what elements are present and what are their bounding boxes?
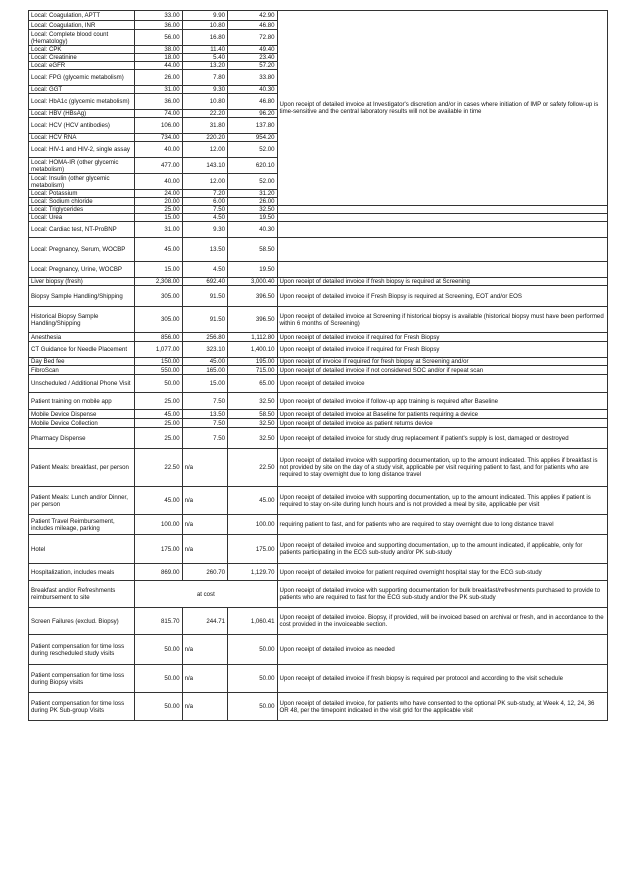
overhead-cell: 323.10 — [182, 342, 227, 358]
total-cell: 45.00 — [228, 487, 278, 515]
payment-condition-cell: Upon receipt of detailed invoice if follow-up app training is required after Baseline — [277, 393, 607, 410]
overhead-cell: 7.50 — [182, 393, 227, 410]
table-row — [29, 449, 608, 487]
total-cell: 100.00 — [228, 515, 278, 535]
line-item-cell: Local: Cardiac test, NT-ProBNP — [29, 222, 135, 238]
payment-condition-cell: Upon receipt of detailed invoice if required for Fresh Biopsy — [277, 333, 607, 342]
line-item-cell: Local: HCV (HCV antibodies) — [29, 118, 135, 134]
payment-condition-cell: Upon receipt of detailed invoice at Screening if historical biopsy is available (historical biopsy must have been performed within 6 months of Screening) — [277, 307, 607, 333]
total-cell: 40.30 — [228, 222, 278, 238]
payment-condition-cell: Upon receipt of detailed invoice if fresh biopsy is required at Screening — [277, 278, 607, 286]
payment-condition-cell: Upon receipt of detailed invoice for patient required overnight hospital stay for the ECG sub-study — [277, 564, 607, 581]
payment-condition-cell: Upon receipt of detailed invoice if Fresh Biopsy is required at Screening, EOT and/or EOS — [277, 286, 607, 307]
overhead-cell: 260.70 — [182, 564, 227, 581]
total-cell: 50.00 — [228, 693, 278, 721]
payment-condition-cell: Upon receipt of invoice if required for fresh biopsy at Screening and/or — [277, 358, 607, 366]
line-item-cell: Local: Complete blood count (Hematology) — [29, 30, 135, 46]
line-item-cell: Local: Pregnancy, Serum, WOCBP — [29, 238, 135, 262]
table-row — [29, 342, 608, 358]
line-item-cell: Patient compensation for time loss during rescheduled study visits — [29, 635, 135, 665]
overhead-cell: 11.40 — [182, 46, 227, 54]
cost-cell: 50.00 — [135, 635, 182, 665]
payment-condition-cell: Upon receipt of detailed invoice as patient returns device — [277, 419, 607, 428]
total-cell: 175.00 — [228, 535, 278, 564]
table-row — [29, 307, 608, 333]
total-cell: 396.50 — [228, 286, 278, 307]
overhead-cell: 12.00 — [182, 174, 227, 190]
line-item-cell: Local: Coagulation, APTT — [29, 11, 135, 21]
cost-cell: 25.00 — [135, 428, 182, 449]
cost-cell: 550.00 — [135, 366, 182, 375]
overhead-cell: 22.20 — [182, 110, 227, 118]
total-cell: 396.50 — [228, 307, 278, 333]
overhead-cell: 15.00 — [182, 375, 227, 393]
line-item-cell: Patient compensation for time loss during Biopsy visits — [29, 665, 135, 693]
line-item-cell: Liver biopsy (fresh) — [29, 278, 135, 286]
table-row — [29, 214, 608, 222]
cost-cell: 24.00 — [135, 190, 182, 198]
cost-cell: 175.00 — [135, 535, 182, 564]
overhead-cell: 10.80 — [182, 94, 227, 110]
cost-cell: 45.00 — [135, 238, 182, 262]
overhead-cell: 220.20 — [182, 134, 227, 142]
cost-cell: 50.00 — [135, 693, 182, 721]
cost-cell: 25.00 — [135, 393, 182, 410]
line-item-cell: Local: Triglycerides — [29, 206, 135, 214]
total-cell: 49.40 — [228, 46, 278, 54]
cost-cell: 31.00 — [135, 222, 182, 238]
overhead-cell: 5.40 — [182, 54, 227, 62]
cost-cell: 815.70 — [135, 608, 182, 635]
line-item-cell: Breakfast and/or Refreshments reimbursement to site — [29, 581, 135, 608]
cost-cell: 477.00 — [135, 158, 182, 174]
line-item-cell: FibroScan — [29, 366, 135, 375]
total-cell: 620.10 — [228, 158, 278, 174]
line-item-cell: Patient training on mobile app — [29, 393, 135, 410]
payment-condition-cell: Upon receipt of detailed invoice if not considered SOC and/or if repeat scan — [277, 366, 607, 375]
cost-cell: 15.00 — [135, 214, 182, 222]
total-cell: 33.80 — [228, 70, 278, 86]
line-item-cell: Local: Pregnancy, Urine, WOCBP — [29, 262, 135, 278]
cost-cell: 45.00 — [135, 410, 182, 419]
overhead-cell: 165.00 — [182, 366, 227, 375]
payment-condition-cell: Upon receipt of detailed invoice with supporting documentation, up to the amount indicated. This applies if patient is required to stay on-site during lunch hours and is not provided a meal by site, applicable per visit — [277, 487, 607, 515]
table-row — [29, 564, 608, 581]
overhead-cell: 256.80 — [182, 333, 227, 342]
line-item-cell: Unscheduled / Additional Phone Visit — [29, 375, 135, 393]
table-row — [29, 515, 608, 535]
total-cell: 32.50 — [228, 419, 278, 428]
invoiceable-items-table — [28, 10, 608, 721]
payment-condition-cell: Upon receipt of detailed invoice as needed — [277, 635, 607, 665]
cost-cell: 36.00 — [135, 94, 182, 110]
total-cell: 32.50 — [228, 393, 278, 410]
line-item-cell: Day Bed fee — [29, 358, 135, 366]
cost-cell: 150.00 — [135, 358, 182, 366]
overhead-cell: 45.00 — [182, 358, 227, 366]
overhead-cell: n/a — [182, 693, 227, 721]
cost-cell: 45.00 — [135, 487, 182, 515]
payment-condition-cell — [277, 262, 607, 278]
line-item-cell: Local: HIV-1 and HIV-2, single assay — [29, 142, 135, 158]
overhead-cell: n/a — [182, 449, 227, 487]
table-row — [29, 535, 608, 564]
cost-cell: 25.00 — [135, 419, 182, 428]
payment-condition-cell: Upon receipt of detailed invoice if required for Fresh Biopsy — [277, 342, 607, 358]
overhead-cell: n/a — [182, 515, 227, 535]
cost-cell: 56.00 — [135, 30, 182, 46]
total-cell: 57.20 — [228, 62, 278, 70]
overhead-cell: n/a — [182, 535, 227, 564]
line-item-cell: Local: Urea — [29, 214, 135, 222]
line-item-cell: Local: FPG (glycemic metabolism) — [29, 70, 135, 86]
table-row — [29, 635, 608, 665]
cost-cell: 50.00 — [135, 665, 182, 693]
total-cell: 40.30 — [228, 86, 278, 94]
table-row — [29, 419, 608, 428]
line-item-cell: Patient compensation for time loss during PK Sub-group Visits — [29, 693, 135, 721]
total-cell: 42.90 — [228, 11, 278, 21]
total-cell: 1,060.41 — [228, 608, 278, 635]
overhead-cell: n/a — [182, 665, 227, 693]
overhead-cell: 7.50 — [182, 419, 227, 428]
cost-cell: 305.00 — [135, 307, 182, 333]
payment-condition-cell: Upon receipt of detailed invoice at Investigator's discretion and/or in cases where initiation of IMP or safety follow-up is time-sensitive and the central laboratory results will not be available in time — [277, 11, 607, 206]
overhead-cell: 91.50 — [182, 307, 227, 333]
line-item-cell: Hotel — [29, 535, 135, 564]
payment-condition-cell: Upon receipt of detailed invoice with supporting documentation for bulk breakfast/refreshments purchased to provide to patients who are required to fast for the ECG sub-study and/or the PK sub-study — [277, 581, 607, 608]
cost-cell: 106.00 — [135, 118, 182, 134]
total-cell: 46.80 — [228, 21, 278, 30]
total-cell: 19.50 — [228, 214, 278, 222]
table-row — [29, 366, 608, 375]
total-cell: 50.00 — [228, 665, 278, 693]
line-item-cell: Historical Biopsy Sample Handling/Shipping — [29, 307, 135, 333]
cost-cell: 2,308.00 — [135, 278, 182, 286]
payment-condition-cell: Upon receipt of detailed invoice at Baseline for patients requiring a device — [277, 410, 607, 419]
total-cell: 96.20 — [228, 110, 278, 118]
payment-condition-cell: Upon receipt of detailed invoice, for patients who have consented to the optional PK sub-study, at Week 4, 12, 24, 36 OR 48, per the timepoint indicated in the visit grid for the applicable visit — [277, 693, 607, 721]
total-cell: 1,129.70 — [228, 564, 278, 581]
total-cell: 137.80 — [228, 118, 278, 134]
table-row — [29, 375, 608, 393]
line-item-cell: Mobile Device Dispense — [29, 410, 135, 419]
cost-cell: 50.00 — [135, 375, 182, 393]
total-cell: 32.50 — [228, 428, 278, 449]
cost-cell: 22.50 — [135, 449, 182, 487]
overhead-cell: 4.50 — [182, 214, 227, 222]
payment-condition-cell: Upon receipt of detailed invoice with supporting documentation, up to the amount indicated. This applies if breakfast is not provided by site on the day of a study visit, applicable per visit requiring patient to fast, and for patients who are required to stay overnight due to long distance travel — [277, 449, 607, 487]
line-item-cell: Screen Failures (exclud. Biopsy) — [29, 608, 135, 635]
total-cell: 954.20 — [228, 134, 278, 142]
cost-cell: 100.00 — [135, 515, 182, 535]
cost-cell: 869.00 — [135, 564, 182, 581]
table-row — [29, 206, 608, 214]
total-cell: 26.00 — [228, 198, 278, 206]
line-item-cell: Local: Sodium chloride — [29, 198, 135, 206]
table-row — [29, 693, 608, 721]
table-row — [29, 262, 608, 278]
cost-cell: 31.00 — [135, 86, 182, 94]
invoice-cost-table-page — [28, 10, 608, 721]
cost-cell: 25.00 — [135, 206, 182, 214]
overhead-cell: 7.50 — [182, 206, 227, 214]
table-row — [29, 665, 608, 693]
total-cell: 32.50 — [228, 206, 278, 214]
overhead-cell: 4.50 — [182, 262, 227, 278]
line-item-cell: Local: Creatinine — [29, 54, 135, 62]
payment-condition-cell — [277, 238, 607, 262]
line-item-cell: Mobile Device Collection — [29, 419, 135, 428]
line-item-cell: Biopsy Sample Handling/Shipping — [29, 286, 135, 307]
total-cell: 52.00 — [228, 174, 278, 190]
overhead-cell: 7.80 — [182, 70, 227, 86]
payment-condition-cell: Upon receipt of detailed invoice for study drug replacement if patient's supply is lost, damaged or destroyed — [277, 428, 607, 449]
line-item-cell: Local: HbA1c (glycemic metabolism) — [29, 94, 135, 110]
line-item-cell: Patient Meals: breakfast, per person — [29, 449, 135, 487]
table-row — [29, 581, 608, 608]
at-cost-cell: at cost — [135, 581, 277, 608]
payment-condition-cell — [277, 206, 607, 214]
overhead-cell: 13.50 — [182, 410, 227, 419]
table-row — [29, 222, 608, 238]
line-item-cell: Anesthesia — [29, 333, 135, 342]
overhead-cell: 7.20 — [182, 190, 227, 198]
table-row — [29, 487, 608, 515]
total-cell: 52.00 — [228, 142, 278, 158]
payment-condition-cell: Upon receipt of detailed invoice — [277, 375, 607, 393]
overhead-cell: 244.71 — [182, 608, 227, 635]
cost-cell: 856.00 — [135, 333, 182, 342]
cost-cell: 44.00 — [135, 62, 182, 70]
cost-cell: 36.00 — [135, 21, 182, 30]
overhead-cell: 12.00 — [182, 142, 227, 158]
overhead-cell: 16.80 — [182, 30, 227, 46]
table-row — [29, 393, 608, 410]
cost-cell: 40.00 — [135, 174, 182, 190]
line-item-cell: Local: HOMA-IR (other glycemic metabolism) — [29, 158, 135, 174]
cost-cell: 33.00 — [135, 11, 182, 21]
total-cell: 1,400.10 — [228, 342, 278, 358]
payment-condition-cell — [277, 214, 607, 222]
total-cell: 50.00 — [228, 635, 278, 665]
table-row — [29, 286, 608, 307]
overhead-cell: 143.10 — [182, 158, 227, 174]
line-item-cell: CT Guidance for Needle Placement — [29, 342, 135, 358]
cost-cell: 18.00 — [135, 54, 182, 62]
total-cell: 3,000.40 — [228, 278, 278, 286]
table-row — [29, 238, 608, 262]
cost-cell: 26.00 — [135, 70, 182, 86]
overhead-cell: n/a — [182, 635, 227, 665]
cost-cell: 15.00 — [135, 262, 182, 278]
total-cell: 22.50 — [228, 449, 278, 487]
overhead-cell: 10.80 — [182, 21, 227, 30]
overhead-cell: 13.20 — [182, 62, 227, 70]
overhead-cell: 13.50 — [182, 238, 227, 262]
invoiceable-items-body — [29, 11, 608, 721]
total-cell: 19.50 — [228, 262, 278, 278]
line-item-cell: Local: HBV (HBsAg) — [29, 110, 135, 118]
total-cell: 58.50 — [228, 238, 278, 262]
line-item-cell: Local: Insulin (other glycemic metabolism) — [29, 174, 135, 190]
overhead-cell: n/a — [182, 487, 227, 515]
overhead-cell: 9.30 — [182, 86, 227, 94]
cost-cell: 74.00 — [135, 110, 182, 118]
line-item-cell: Local: eGFR — [29, 62, 135, 70]
line-item-cell: Patient Meals: Lunch and/or Dinner, per person — [29, 487, 135, 515]
overhead-cell: 9.90 — [182, 11, 227, 21]
line-item-cell: Local: CPK — [29, 46, 135, 54]
payment-condition-cell: Upon receipt of detailed invoice. Biopsy, if provided, will be invoiced based on archival or fresh, and in accordance to the cost provided in the invoiceable section. — [277, 608, 607, 635]
table-row — [29, 428, 608, 449]
overhead-cell: 9.30 — [182, 222, 227, 238]
overhead-cell: 91.50 — [182, 286, 227, 307]
overhead-cell: 692.40 — [182, 278, 227, 286]
total-cell: 58.50 — [228, 410, 278, 419]
line-item-cell: Local: Potassium — [29, 190, 135, 198]
payment-condition-cell: Upon receipt of detailed invoice and supporting documentation, up to the amount indicated, if applicable, only for patients participating in the ECG sub-study and/or PK sub-study — [277, 535, 607, 564]
cost-cell: 305.00 — [135, 286, 182, 307]
total-cell: 72.80 — [228, 30, 278, 46]
payment-condition-cell: requiring patient to fast, and for patients who are required to stay overnight due to long distance travel — [277, 515, 607, 535]
cost-cell: 38.00 — [135, 46, 182, 54]
cost-cell: 20.00 — [135, 198, 182, 206]
line-item-cell: Patient Travel Reimbursement, includes mileage, parking — [29, 515, 135, 535]
total-cell: 1,112.80 — [228, 333, 278, 342]
payment-condition-cell — [277, 222, 607, 238]
cost-cell: 1,077.00 — [135, 342, 182, 358]
total-cell: 715.00 — [228, 366, 278, 375]
table-row — [29, 410, 608, 419]
line-item-cell: Hospitalization, includes meals — [29, 564, 135, 581]
total-cell: 31.20 — [228, 190, 278, 198]
table-row — [29, 333, 608, 342]
overhead-cell: 7.50 — [182, 428, 227, 449]
total-cell: 46.80 — [228, 94, 278, 110]
overhead-cell: 6.00 — [182, 198, 227, 206]
line-item-cell: Pharmacy Dispense — [29, 428, 135, 449]
payment-condition-cell: Upon receipt of detailed invoice if fresh biopsy is required per protocol and according to the visit schedule — [277, 665, 607, 693]
cost-cell: 734.00 — [135, 134, 182, 142]
line-item-cell: Local: HCV RNA — [29, 134, 135, 142]
total-cell: 65.00 — [228, 375, 278, 393]
table-row — [29, 278, 608, 286]
table-row — [29, 11, 608, 21]
overhead-cell: 31.80 — [182, 118, 227, 134]
total-cell: 195.00 — [228, 358, 278, 366]
cost-cell: 40.00 — [135, 142, 182, 158]
line-item-cell: Local: Coagulation, INR — [29, 21, 135, 30]
table-row — [29, 358, 608, 366]
line-item-cell: Local: GGT — [29, 86, 135, 94]
total-cell: 23.40 — [228, 54, 278, 62]
table-row — [29, 608, 608, 635]
